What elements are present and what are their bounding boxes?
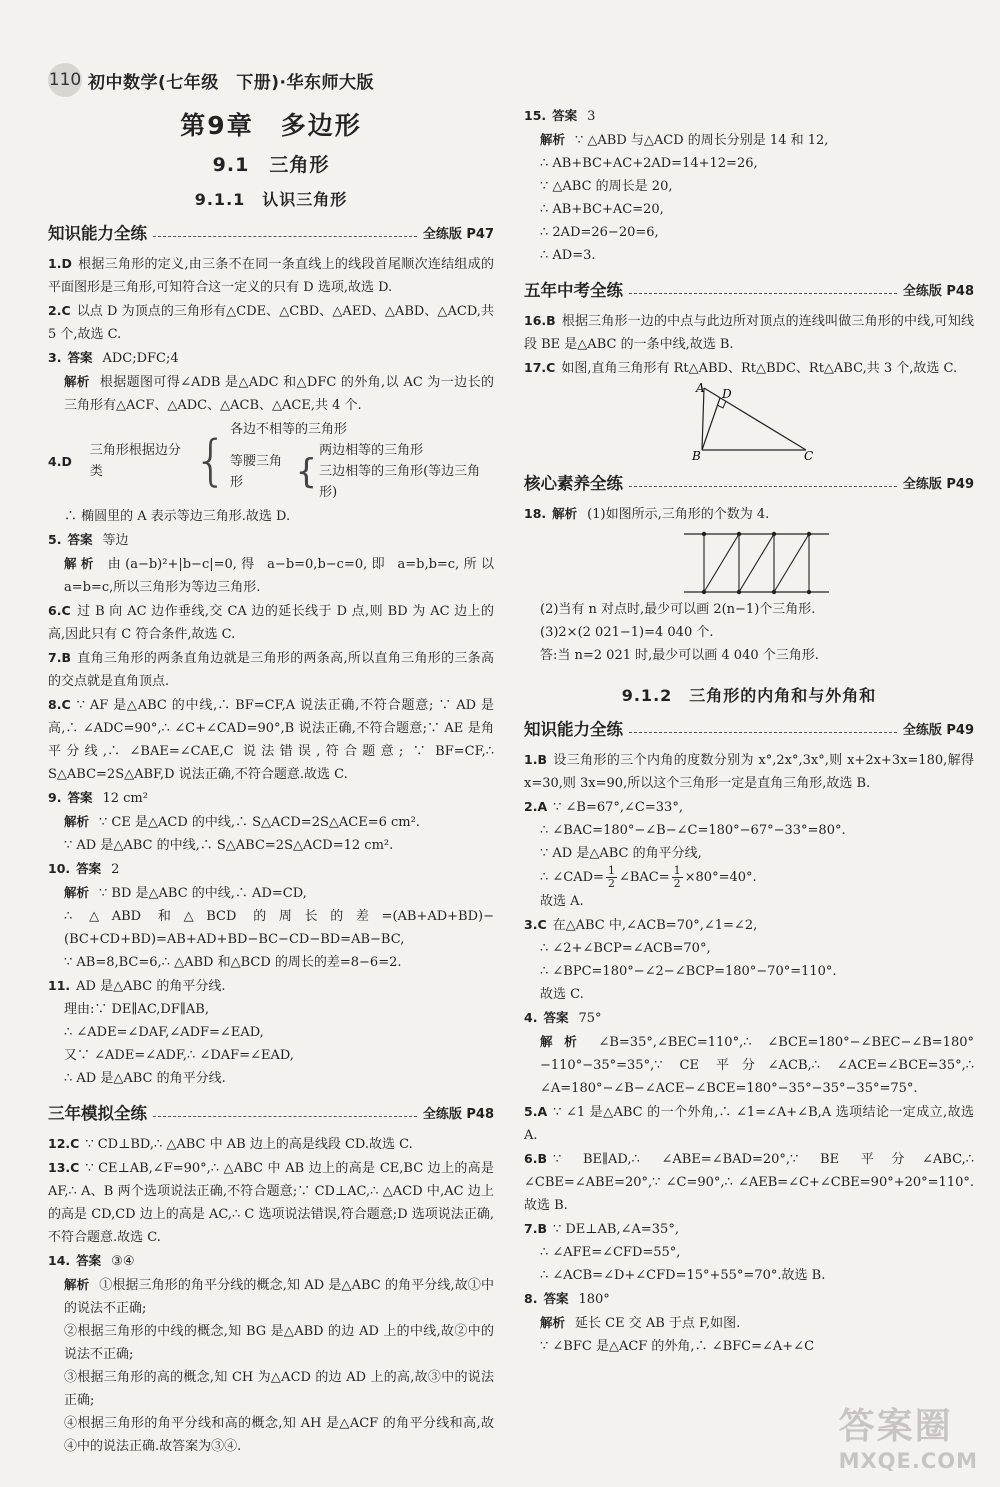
answer-label: 答案	[67, 350, 93, 365]
section-bar-title: 知识能力全练	[48, 224, 147, 243]
item-text: 如图,直角三角形有 Rt△ABD、Rt△BDC、Rt△ABC,共 3 个,故选 C.	[561, 361, 958, 376]
analysis-label: 解析	[64, 1277, 90, 1292]
item-number: 3.	[48, 350, 62, 365]
item-text: 设三角形的三个内角的度数分别为 x°,2x°,3x°,则 x+2x+3x=180,解得 x=30,则 3x=90,所以这个三角形一定是直角三角形,故选 B.	[524, 753, 974, 791]
item-number: 18.	[524, 506, 547, 521]
left-brace: {	[193, 429, 228, 492]
section-bar	[524, 470, 974, 494]
left-brace: {	[295, 451, 318, 492]
item-text: 根据三角形的定义,由三条不在同一条直线上的线段首尾顺次连结组成的平面图形是三角形,可知符合这一定义的只有 D 选项,故选 D.	[48, 257, 494, 295]
item-text: ∴ 椭圆里的 A 表示等边三角形.故选 D.	[64, 509, 291, 524]
item-number: 9.	[48, 790, 62, 805]
watermark-url: MXQE.COM	[838, 1449, 978, 1473]
analysis-text: 答:当 n=2 021 时,最少可以画 4 040 个三角形.	[540, 648, 819, 663]
answer-label: 答案	[76, 861, 102, 876]
answer-text: AD 是△ABC 的角平分线.	[76, 979, 226, 994]
answer-label: 答案	[67, 532, 93, 547]
item-number: 6.C	[48, 603, 71, 618]
chapter-title: 第9章 多边形	[180, 111, 362, 140]
answer-item	[48, 974, 494, 1090]
analysis-text: ∴ AD 是△ABC 的角平分线.	[64, 1071, 226, 1086]
item-number: 2.C	[48, 303, 71, 318]
answer-text: 等边	[102, 533, 129, 548]
analysis-text: ③根据三角形的高的概念,知 CH 为△ACD 的边 AD 上的高,故③中的说法正确;	[64, 1370, 494, 1408]
answer-label: 答案	[543, 1010, 569, 1025]
section-bar-page: 全练版 P48	[902, 283, 974, 299]
analysis-text: ∴ ∠ADE=∠DAF,∠ADF=∠EAD,	[64, 1025, 264, 1040]
answer-item	[524, 1217, 974, 1287]
classification-branch: 各边不相等的三角形	[229, 422, 347, 437]
item-text: ∵ ∠1 是△ABC 的一个外角,∴ ∠1=∠A+∠B,A 选项结论一定成立,故选 A.	[524, 1105, 974, 1143]
analysis-label: 解析	[552, 506, 578, 521]
answer-item	[48, 1132, 494, 1156]
analysis-text: 又∵ ∠ADE=∠ADF,∴ ∠DAF=∠EAD,	[64, 1048, 294, 1063]
dot	[737, 590, 741, 594]
item-number: 1.B	[524, 752, 547, 767]
item-number: 13.C	[48, 1160, 80, 1175]
dashed-rule	[153, 236, 417, 237]
answer-item	[48, 786, 494, 857]
fraction-line	[524, 865, 974, 890]
analysis-text: 由(a−b)²+|b−c|=0,得 a−b=0,b−c=0,即 a=b,b=c,所以 a=b=c,所以三角形为等边三角形.	[64, 557, 494, 595]
answer-text: 3	[587, 109, 596, 124]
item-text: ∵ AD 是高,∴ ∠ADC=90°,∴ ∠C+∠CAD=90°,B 说法正确,不符合题意;∵ AE 是角平分线,∴ ∠BAE=∠CAE,C 说法错误,符合题意;	[48, 698, 494, 759]
subsection-title: 9.1.1 认识三角形	[194, 190, 348, 209]
dashed-rule	[629, 293, 897, 294]
watermark-logo	[839, 1398, 978, 1473]
section-bar-page: 全练版 P48	[422, 1106, 494, 1122]
page-number: 110	[48, 63, 82, 97]
item-number: 14.	[48, 1253, 71, 1268]
item-text: ∠BAC=	[618, 870, 670, 885]
classification-leaf: 两边相等的三角形	[319, 443, 424, 458]
segment-ac	[704, 388, 806, 450]
analysis-text: 根据题图可得∠ADB 是△ADC 和△DFC 的外角,以 AC 为一边长的三角形有△ACF、△ADC、△ACB、△ACE,共 4 个.	[64, 375, 494, 413]
answer-item	[524, 502, 974, 526]
section-bar-title: 核心素养全练	[524, 474, 623, 493]
dot	[807, 590, 811, 594]
dot	[702, 590, 706, 594]
fraction-denominator: 2	[673, 877, 681, 890]
section-bar-title: 五年中考全练	[524, 281, 623, 300]
item-text: ∴ ∠CAD=	[540, 870, 604, 885]
classification-root: 三角形根据边分类	[89, 443, 181, 479]
analysis-text: ∵ BD 是△ABC 的中线,∴ AD=CD,	[99, 886, 307, 901]
dashed-rule	[153, 1116, 417, 1117]
answer-label: 答案	[543, 1291, 569, 1306]
answer-label: 答案	[552, 108, 578, 123]
subsection-title: 9.1.2 三角形的内角和与外角和	[621, 686, 877, 705]
dot	[807, 532, 811, 536]
item-number: 16.B	[524, 313, 556, 328]
analysis-text: ∵ AD 是△ABC 的中线,∴ S△ABC=2S△ACD=12 cm².	[64, 838, 394, 853]
item-text: 在△ABC 中,∠ACB=70°,∠1=∠2,	[552, 918, 758, 933]
fraction-numerator: 1	[607, 864, 615, 877]
analysis-label: 解析	[64, 814, 90, 829]
answer-item	[48, 346, 494, 417]
item-text: 直角三角形的两条直角边就是三角形的两条高,所以直角三角形的三条高的交点就是直角顶点.	[48, 651, 494, 689]
analysis-text: ∵ AB=8,BC=6,∴ △ABD 和△BCD 的周长的差=8−6=2.	[64, 955, 402, 970]
section-bar-page: 全练版 P49	[902, 476, 974, 492]
answer-item	[48, 857, 494, 974]
item-number: 8.C	[48, 697, 71, 712]
answer-text: 75°	[578, 1011, 602, 1026]
item-text: ∴ ∠BPC=180°−∠2−∠BCP=180°−70°=110°.	[540, 964, 837, 979]
answer-item	[524, 1147, 974, 1217]
point-d-label: D	[722, 387, 732, 401]
item-text: ∵ CD⊥BD,∴ △ABC 中 AB 边上的高是线段 CD.故选 C.	[85, 1137, 413, 1152]
analysis-label: 解析	[540, 1315, 566, 1330]
watermark-text: 答案圈	[838, 1406, 953, 1447]
dot	[737, 532, 741, 536]
item-number: 1.D	[48, 256, 72, 271]
answer-item	[524, 356, 974, 380]
item-text: ∴ ∠ACB=∠D+∠CFD=15°+55°=70°.故选 B.	[540, 1268, 826, 1283]
analysis-text: ∠B=35°,∠BEC=110°,∴ ∠BCE=180°−∠BEC−∠B=180°−110°−35°=35°,∵ CE 平分∠ACB,∴ ∠ACE=∠BCE=35°,∴ ∠A=180°−∠B−∠ACE−∠BCE=180°−35°−35°−35°=75°.	[540, 1035, 974, 1096]
section-bar	[48, 220, 494, 244]
answer-item	[524, 1006, 974, 1100]
item-number: 6.B	[524, 1151, 547, 1166]
answer-item	[48, 1156, 494, 1249]
answer-item	[524, 104, 974, 267]
item-text: ∴ ∠BAC=180°−∠B−∠C=180°−67°−33°=80°.	[540, 823, 846, 838]
analysis-text: ∵ △ABC 的周长是 20,	[540, 179, 673, 194]
fraction	[606, 865, 617, 890]
fraction-numerator: 1	[673, 864, 681, 877]
analysis-text: (1)如图所示,三角形的个数为 4.	[587, 507, 770, 522]
section-bar-page: 全练版 P47	[422, 226, 494, 242]
answer-item	[524, 913, 974, 1006]
book-title: 初中数学(七年级 下册)·华东师大版	[88, 72, 374, 93]
item-text: ∵ CE⊥AB,∠F=90°,∴ △ABC 中 AB 边上的高是 CE,BC 边上的高是 AF,∴ A、B 两个选项说法正确,不符合题意;∵ CD⊥AC,∴ △ACD 中,AC 边上的高是 CD,CD 边上的高是 AC,∴ C 选项说法错误,符合题意;D 选项说法正确,不符合题意.故选 C.	[48, 1161, 494, 1245]
analysis-text: ④根据三角形的角平分线和高的概念,知 AH 是△ACF 的角平分线和高,故④中的说法正确.故答案为③④.	[64, 1416, 494, 1454]
answer-text: 2	[111, 862, 120, 877]
parallel-lines-figure	[524, 526, 974, 598]
section-bar-page: 全练版 P49	[902, 722, 974, 738]
running-header	[48, 62, 374, 98]
answer-item	[48, 1249, 494, 1458]
dot	[772, 590, 776, 594]
item-number: 3.C	[524, 917, 547, 932]
item-text: ∵ AD 是△ABC 的角平分线,	[540, 846, 702, 861]
analysis-text: ∴ △ABD 和△BCD 的周长的差=(AB+AD+BD)−(BC+CD+BD)=AB+AD+BD−BC−CD−BD=AB−BC,	[64, 909, 494, 947]
item-text: ∴ ∠AFE=∠CFD=55°,	[540, 1245, 681, 1260]
answer-label: 答案	[76, 1253, 102, 1268]
item-text: 故选 A.	[540, 894, 584, 909]
point-b-label: B	[692, 449, 701, 460]
item-text: ∵ AF 是△ABC 的中线,∴ BF=CF,A 说法正确,不符合题意;	[76, 698, 434, 713]
item-text: ∴ ∠2+∠BCP=∠ACB=70°,	[540, 941, 711, 956]
fraction	[672, 865, 683, 890]
segment	[774, 534, 809, 592]
analysis-label: 解析	[64, 374, 90, 389]
item-number: 7.B	[524, 1221, 547, 1236]
item-number: 12.C	[48, 1136, 80, 1151]
segment	[704, 534, 739, 592]
item-text: 故选 C.	[540, 987, 584, 1002]
item-number: 5.	[48, 532, 62, 547]
item-number: 8.	[524, 1291, 538, 1306]
item-number: 10.	[48, 861, 71, 876]
fraction-denominator: 2	[607, 877, 615, 890]
item-text: ∵ ∠B=67°,∠C=33°,	[553, 800, 683, 815]
item-number: 5.A	[524, 1104, 548, 1119]
analysis-text: ∴ AB+BC+AC=20,	[540, 202, 664, 217]
item-text: 过 B 向 AC 边作垂线,交 CA 边的延长线于 D 点,则 BD 为 AC 边上的高,因此只有 C 符合条件,故选 C.	[48, 604, 494, 642]
item-text: ∵ DE⊥AB,∠A=35°,	[552, 1222, 679, 1237]
analysis-label: 解析	[540, 132, 566, 147]
point-c-label: C	[804, 449, 814, 460]
item-text: 根据三角形一边的中点与此边所对顶点的连线叫做三角形的中线,可知线段 BE 是△ABC 的一条中线,故选 B.	[524, 314, 974, 352]
answer-item	[48, 299, 494, 346]
answer-text: 12 cm²	[102, 791, 148, 806]
section-bar	[524, 716, 974, 740]
analysis-text: (2)当有 n 对点时,最少可以画 2(n−1)个三角形.	[540, 602, 816, 617]
right-column	[524, 104, 974, 1358]
classification-leaf: 三边相等的三角形(等边三角形)	[319, 464, 481, 500]
analysis-text: ∵ CE 是△ACD 的中线,∴ S△ACD=2S△ACE=6 cm².	[99, 815, 420, 830]
dashed-rule	[629, 486, 897, 487]
analysis-text: ①根据三角形的角平分线的概念,知 AD 是△ABC 的角平分线,故①中的说法不正确;	[64, 1278, 494, 1316]
analysis-label: 解析	[540, 1034, 589, 1049]
answer-item	[48, 252, 494, 299]
dot	[702, 532, 706, 536]
item-number: 2.A	[524, 799, 548, 814]
classification-branch: 等腰三角形	[229, 453, 282, 490]
item-number: 17.C	[524, 360, 556, 375]
left-column	[48, 104, 494, 1458]
answer-item	[48, 599, 494, 646]
answer-item	[524, 748, 974, 795]
analysis-text: (3)2×(2 021−1)=4 040 个.	[540, 625, 714, 640]
answer-item	[524, 1287, 974, 1358]
section-bar-title: 知识能力全练	[524, 720, 623, 739]
segment-bd	[702, 398, 720, 450]
section-title: 9.1 三角形	[212, 154, 330, 176]
analysis-text: ②根据三角形的中线的概念,知 BG 是△ABD 的边 AD 上的中线,故②中的说法不正确;	[64, 1324, 494, 1362]
analysis-text: 延长 CE 交 AB 于点 F,如图.	[575, 1316, 741, 1331]
classification-diagram	[48, 419, 494, 503]
dashed-rule	[629, 732, 897, 733]
analysis-text: ∵ △ABD 与△ACD 的周长分别是 14 和 12,	[575, 133, 829, 148]
answer-item	[48, 646, 494, 693]
analysis-label: 解析	[64, 556, 98, 571]
right-triangle-figure	[524, 380, 974, 460]
analysis-text: 理由:∵ DE∥AC,DF∥AB,	[64, 1002, 209, 1017]
item-number: 4.	[524, 1010, 538, 1025]
answer-item	[524, 795, 974, 913]
answer-item	[48, 528, 494, 599]
answer-label: 答案	[67, 790, 93, 805]
item-number: 15.	[524, 108, 547, 123]
analysis-text: ∴ 2AD=26−20=6,	[540, 225, 659, 240]
answer-item	[524, 1100, 974, 1147]
item-number: 11.	[48, 978, 71, 993]
analysis-label: 解析	[64, 885, 90, 900]
analysis-text: ∵ ∠BFC 是△ACF 的外角,∴ ∠BFC=∠A+∠C	[540, 1339, 815, 1354]
item-text: ×80°=40°.	[684, 870, 757, 885]
item-text: 以点 D 为顶点的三角形有△CDE、△CBD、△AED、△ABD、△ACD,共 5 个,故选 C.	[48, 304, 494, 342]
section-bar-title: 三年模拟全练	[48, 1104, 147, 1123]
answer-text: ADC;DFC;4	[102, 351, 179, 366]
section-bar	[48, 1100, 494, 1124]
section-bar	[524, 277, 974, 301]
item-text: ∵ BE∥AD,∴ ∠ABE=∠BAD=20°,∵ BE 平分∠ABC,∴ ∠CBE=∠ABE=20°,∵ ∠C=90°,∴ ∠AEB=∠C+∠CBE=90°+20°=110°.故选 B.	[524, 1152, 974, 1213]
answer-text: ③④	[111, 1254, 135, 1269]
point-a-label: A	[696, 381, 705, 395]
answer-item	[524, 309, 974, 356]
item-number: 4.D	[48, 453, 72, 469]
answer-item	[48, 693, 494, 786]
segment-ab	[702, 388, 704, 450]
item-text: ∵ BF=CF,∴ S△ABC=2S△ABF,D 说法正确,不符合题意.故选 C.	[48, 744, 494, 782]
analysis-text: ∴ AD=3.	[540, 248, 596, 263]
dot	[772, 532, 776, 536]
answer-text: 180°	[578, 1292, 610, 1307]
item-number: 7.B	[48, 650, 71, 665]
analysis-text: ∴ AB+BC+AC+2AD=14+12=26,	[540, 156, 758, 171]
segment	[739, 534, 774, 592]
